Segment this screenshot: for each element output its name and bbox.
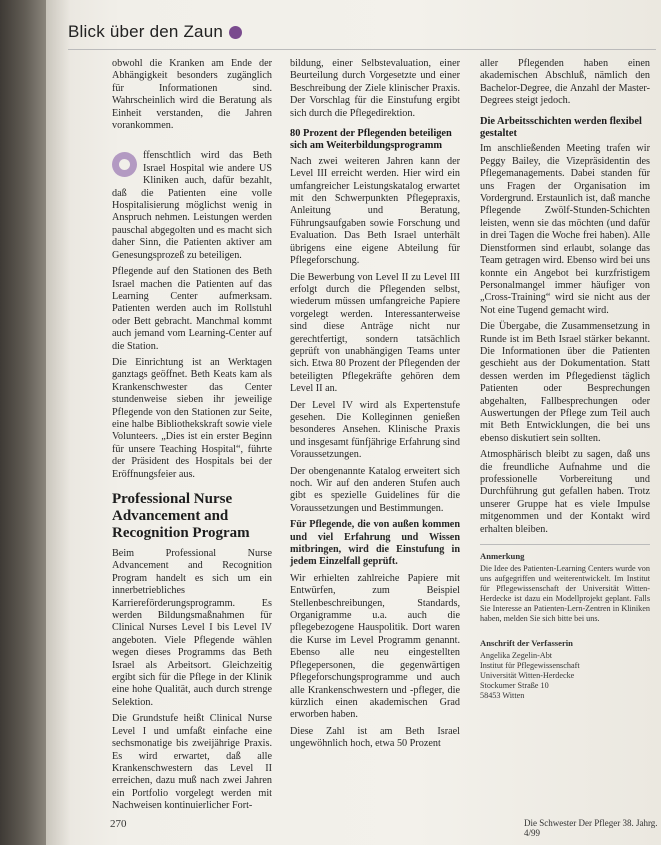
- paragraph: obwohl die Kranken am Ende der Abhängigkeit besonders zugänglich für Informationen sind. Wahrscheinlich wird die Beratung als Einheit verstanden, die Jahren vorankommen.: [112, 58, 272, 132]
- paragraph: Nach zwei weiteren Jahren kann der Level III erreicht werden. Hier wird ein umfangreicher Leistungskatalog erwartet mit den Schwerpunkten Pflegepraxis, Anleitung und Beratung, Führungsaufgaben sowie Forschung und Evaluation. Das Beth Israel unterhält übrigens eine eigene Abteilung für Pflegeforschung.: [290, 155, 460, 267]
- address-line: Universität Witten-Herdecke: [480, 671, 575, 681]
- address-line: Angelika Zegelin-Abt: [480, 651, 553, 661]
- book-binding: [0, 0, 46, 845]
- section-header: [68, 20, 398, 48]
- address-line: Institut für Pflegewissenschaft: [480, 661, 580, 671]
- note-title: Anmerkung: [480, 551, 525, 562]
- paragraph: Diese Zahl ist am Beth Israel ungewöhnlich hoch, etwa 50 Prozent: [290, 725, 460, 750]
- paragraph: Beim Professional Nurse Advancement and Recognition Program handelt es sich um ein innerbetriebliches Karriereförderungsprogramm. Es werden Bildungsmaßnahmen für Clinical Nurses Level I bis Level IV angeboten. Viele Pflegende wählen wegen dieses Programms das Beth Israel als Arbeitsort. Gleichzeitig ergibt sich für die Pflege in der Klinik eine hohe Qualität, auch durch strenge Selektion.: [112, 548, 272, 708]
- subheading: Die Arbeitsschichten werden flexibel gestaltet: [480, 115, 642, 140]
- paragraph: Der obengenannte Katalog erweitert sich noch. Wir auf den anderen Stufen auch gibt es spezielle Guidelines für die Voraussetzungen und Bestimmungen.: [290, 465, 460, 514]
- subheading: 80 Prozent der Pflegenden beteiligen sich am Weiterbildungsprogramm: [290, 128, 452, 152]
- column-1: [112, 58, 272, 817]
- paragraph: Im anschließenden Meeting trafen wir Peggy Bailey, die Vizepräsidentin des Pflegemanagements. Dabei standen für uns Fragen der Organisation im Vordergrund. Erstaunlich ist, daß manche Pflegende Zwölf-Stunden-Schichten leisten, wenn sie das möchten (und dafür in drei Tagen die Woche frei haben). Alle Dienstformen sind erlaubt, solange das Team getragen wird. Ebenso wird bei uns konnte ein Angebot bei kurzfristigem Personalmangel immer häufiger von „Cross-Training“ wird sie nicht aus der Not eine Tugend gemacht wird.: [480, 143, 650, 316]
- paragraph: aller Pflegenden haben einen akademischen Abschluß, nämlich den Bachelor-Degree, die Anzahl der Master-Degrees steigt jedoch.: [480, 58, 650, 107]
- section-dot-icon: [229, 26, 242, 39]
- paragraph: Die Einrichtung ist an Werktagen ganztags geöffnet. Beth Keats kam als Krankenschwester das Center stundenweise sieben ihr jeweilige Pflegende von den Stationen zur Seite, eine halbe Bibliothekskraft sowie viele Volunteers. „Dies ist ein erster Beginn für unsere Teaching Hospital“, führte der Präsident des Hospitals bei der Eröffnungsfeier aus.: [112, 356, 272, 480]
- paragraph: Die Übergabe, die Zusammensetzung in Runde ist im Beth Israel stärker bekannt. Die Informationen über die Patienten geschieht aus der Dokumentation. Statt dessen werden im Pflegedienst täglich Patienten oder Besprechungen abgehalten, Fallbesprechungen oder Auswertungen der Pflege zum Teil auch mit Beth Entwicklungen, die bei uns ebenso diskutiert sein sollten.: [480, 321, 650, 444]
- paragraph: Für Pflegende, die von außen kommen und viel Erfahrung und Wissen mitbringen, wird die Einstufung in jedem Einzelfall geprüft.: [290, 519, 460, 568]
- paragraph: Pflegende auf den Stationen des Beth Israel machen die Patienten auf das Learning Center aufmerksam. Patienten werden auch im Rollstuhl oder Bett gebracht. Manchmal kommt auch jemand vom Learning-Center auf die Station.: [112, 266, 272, 352]
- header-rule: [68, 49, 656, 50]
- address-line: Stockumer Straße 10: [480, 681, 549, 691]
- paragraph: Atmosphärisch bleibt zu sagen, daß uns die freundliche Aufnahme und die professionelle Vorbereitung und Durchführung gut gefallen haben. Trotz unserer Gruppe hat es viele Impulse mitgenommen und der Kontakt wird erhalten bleiben.: [480, 449, 650, 535]
- paragraph: Die Grundstufe heißt Clinical Nurse Level I und umfaßt einfache eine sechsmonatige bis zweijährige Praxis. Es wird erwartet, daß alle Krankenschwestern das Level II erreichen, dazu muß nach zwei Jahren ein Portfolio vorgelegt werden mit Nachweisen kontinuierlicher Fort-: [112, 713, 272, 812]
- address-title: Anschrift der Verfasserin: [480, 638, 573, 649]
- paragraph-with-dropcap: [112, 150, 272, 262]
- journal-footer: Die Schwester Der Pfleger 38. Jahrg. 4/99: [524, 818, 658, 838]
- note-text: Die Idee des Patienten-Learning Centers wurde von uns aufgegriffen und weiterentwickelt. Im Institut für Pflegewissenschaft der Universität Witten-Herdecke ist dazu ein Modellprojekt geplant. Falls Sie Interesse an Patienten-Lern-Zentren in Kliniken haben, melden Sie sich bitte bei uns.: [480, 564, 650, 624]
- paragraph: Der Level IV wird als Expertenstufe gesehen. Die Kolleginnen genießen besonderes Ansehen. Klinische Praxis und insgesamt fünfjährige Erfahrung sind Voraussetzungen.: [290, 399, 460, 461]
- address-line: 58453 Witten: [480, 691, 525, 701]
- dropcap-icon: [112, 152, 137, 177]
- paragraph-text: ffenschtlich wird das Beth Israel Hospital wie andere US Kliniken auch, dafür bezahlt, daß die Patienten eine volle Hospitalisierung möglichst wenig in Anspruch nehmen. Leistungen werden pauschal abgegolten und es macht sich daher Sinn, die Patienten aktiver am Genesungsprozeß zu beteiligen.: [112, 150, 272, 261]
- column-3: [480, 58, 650, 701]
- note-box: [480, 544, 650, 701]
- paragraph: Die Bewerbung von Level II zu Level III erfolgt durch die Pflegenden selbst, wiederum müssen umfangreiche Papiere vorgelegt werden. Interessanterweise sind diese Anträge nicht nur gerechtfertigt, sondern tatsächlich geprüft von unabhängigen Teams unter sich. Etwa 80 Prozent der Pflegenden der beteiligten Pflegekräfte gehören dem Level II an.: [290, 271, 460, 395]
- paragraph: bildung, einer Selbstevaluation, einer Beurteilung durch Vorgesetzte und einer Beschreibung der Ziele klinischer Praxis. Der Vorschlag für die Einstufung ergibt sich durch die Pflegedirektion.: [290, 58, 460, 119]
- paragraph: Wir erhielten zahlreiche Papiere mit Entwürfen, zum Beispiel Stellenbeschreibungen, Standards, Organigramme u.a. auch die pflegebezogene Hauspolitik. Dort waren die Kurse im Level Programm genannt. Ebenso alle neu eingestellten Pflegepersonen, die gegenwärtigen Pflegeforschungsprogramme und auch alle Krankenschwestern und -pfleger, die kürzlich einen akademischen Grad erworben haben.: [290, 572, 460, 721]
- section-heading: Professional Nurse Advancement and Recognition Program: [112, 491, 250, 541]
- page-number: 270: [110, 818, 127, 830]
- column-2: [290, 58, 460, 755]
- section-title: Blick über den Zaun: [68, 22, 223, 41]
